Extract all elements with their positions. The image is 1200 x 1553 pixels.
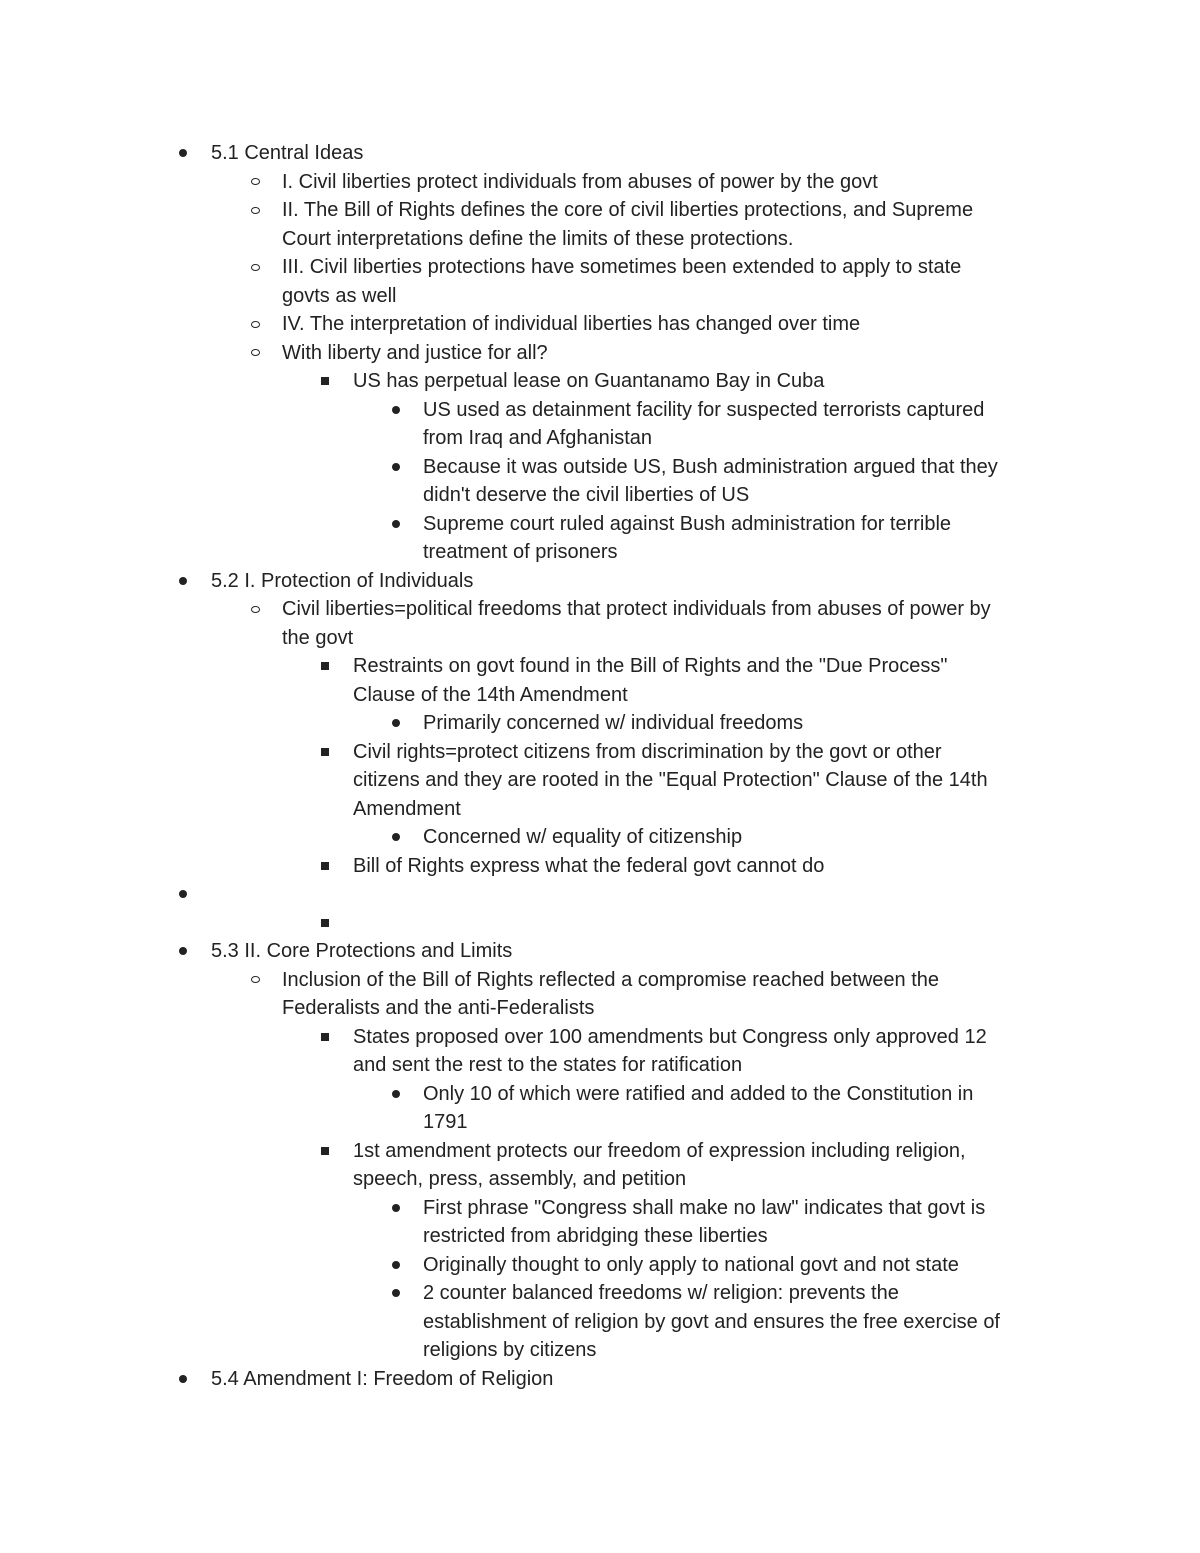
- outline-text: 5.4 Amendment I: Freedom of Religion: [211, 1367, 554, 1390]
- disc-bullet-icon: [176, 880, 190, 909]
- outline-text: III. Civil liberties protections have sometimes been extended to apply to state: [282, 256, 962, 278]
- outline-line: [0, 1194, 1200, 1223]
- square-bullet-icon: [318, 652, 332, 681]
- outline-text: Federalists and the anti-Federalists: [282, 997, 595, 1019]
- outline-line: [0, 196, 1200, 225]
- outline-text: 1791: [423, 1111, 468, 1133]
- outline-line: [0, 1365, 1200, 1394]
- outline-line: [0, 937, 1200, 966]
- outline-text: didn't deserve the civil liberties of US: [423, 484, 750, 506]
- outline-text: States proposed over 100 amendments but Congress only approved 12: [353, 1025, 987, 1048]
- outline-line: [0, 453, 1200, 482]
- outline-text: First phrase "Congress shall make no law" indicates that govt is: [423, 1196, 986, 1219]
- outline-text: With liberty and justice for all?: [282, 341, 548, 364]
- outline-line: [0, 994, 1200, 1023]
- outline-text: II. The Bill of Rights defines the core of civil liberties protections, and Supreme: [282, 199, 974, 221]
- outline-text: Originally thought to only apply to national govt and not state: [423, 1253, 959, 1276]
- outline-text: Concerned w/ equality of citizenship: [423, 826, 743, 848]
- outline-line: [0, 909, 1200, 938]
- outline-line: [0, 310, 1200, 339]
- outline-text: Primarily concerned w/ individual freedoms: [423, 712, 804, 734]
- disc-bullet-icon: [389, 1194, 403, 1223]
- disc-bullet-icon: [389, 1279, 403, 1308]
- outline-text: treatment of prisoners: [423, 541, 618, 563]
- outline-text: Only 10 of which were ratified and added to the Constitution in: [423, 1082, 974, 1105]
- disc-bullet-icon: [389, 453, 403, 482]
- outline-text: Amendment: [353, 797, 461, 820]
- outline-text: from Iraq and Afghanistan: [423, 427, 653, 449]
- outline-text: IV. The interpretation of individual liberties has changed over time: [282, 313, 861, 335]
- outline-line: [0, 424, 1200, 453]
- outline-text: Clause of the 14th Amendment: [353, 683, 628, 706]
- square-bullet-icon: [318, 852, 332, 881]
- outline-text: 5.3 II. Core Protections and Limits: [211, 940, 513, 962]
- outline-line: [0, 624, 1200, 653]
- outline-text: US has perpetual lease on Guantanamo Bay in Cuba: [353, 370, 825, 392]
- outline-text: 5.2 I. Protection of Individuals: [211, 569, 474, 592]
- outline-line: [0, 253, 1200, 282]
- outline-line: [0, 1051, 1200, 1080]
- outline-line: [0, 852, 1200, 881]
- square-bullet-icon: [318, 738, 332, 767]
- outline-line: [0, 795, 1200, 824]
- disc-bullet-icon: [389, 1251, 403, 1280]
- disc-bullet-icon: [389, 823, 403, 852]
- circle-bullet-icon: [248, 168, 262, 197]
- circle-bullet-icon: [248, 196, 262, 225]
- outline-line: [0, 139, 1200, 168]
- circle-bullet-icon: [248, 339, 262, 368]
- outline-line: [0, 510, 1200, 539]
- outline-text: Court interpretations define the limits of these protections.: [282, 227, 794, 250]
- outline-text: speech, press, assembly, and petition: [353, 1168, 687, 1190]
- outline-line: [0, 567, 1200, 596]
- outline-text: 2 counter balanced freedoms w/ religion: prevents the: [423, 1282, 899, 1304]
- outline-line: [0, 225, 1200, 254]
- outline-document: [0, 139, 1200, 1393]
- outline-text: Bill of Rights express what the federal govt cannot do: [353, 854, 825, 877]
- square-bullet-icon: [318, 1023, 332, 1052]
- outline-text: US used as detainment facility for suspected terrorists captured: [423, 398, 985, 421]
- outline-text: Inclusion of the Bill of Rights reflected a compromise reached between the: [282, 968, 940, 991]
- outline-text: Restraints on govt found in the Bill of Rights and the "Due Process": [353, 655, 948, 677]
- disc-bullet-icon: [389, 1080, 403, 1109]
- outline-text: citizens and they are rooted in the "Equal Protection" Clause of the 14th: [353, 769, 988, 791]
- disc-bullet-icon: [176, 139, 190, 168]
- disc-bullet-icon: [176, 1365, 190, 1394]
- disc-bullet-icon: [389, 510, 403, 539]
- circle-bullet-icon: [248, 966, 262, 995]
- outline-line: [0, 1336, 1200, 1365]
- outline-line: [0, 823, 1200, 852]
- outline-line: [0, 1279, 1200, 1308]
- disc-bullet-icon: [389, 709, 403, 738]
- outline-line: [0, 966, 1200, 995]
- outline-line: [0, 1165, 1200, 1194]
- outline-line: [0, 681, 1200, 710]
- outline-line: [0, 880, 1200, 909]
- outline-line: [0, 1023, 1200, 1052]
- outline-line: [0, 538, 1200, 567]
- outline-line: [0, 481, 1200, 510]
- outline-line: [0, 709, 1200, 738]
- square-bullet-icon: [318, 367, 332, 396]
- outline-text: I. Civil liberties protect individuals from abuses of power by the govt: [282, 170, 878, 193]
- outline-text: govts as well: [282, 284, 397, 307]
- square-bullet-icon: [318, 1137, 332, 1166]
- disc-bullet-icon: [389, 396, 403, 425]
- outline-line: [0, 1137, 1200, 1166]
- outline-line: [0, 652, 1200, 681]
- outline-text: and sent the rest to the states for ratification: [353, 1054, 743, 1076]
- outline-line: [0, 1308, 1200, 1337]
- outline-line: [0, 1222, 1200, 1251]
- outline-line: [0, 595, 1200, 624]
- outline-line: [0, 1080, 1200, 1109]
- outline-text: Because it was outside US, Bush administration argued that they: [423, 455, 998, 478]
- outline-line: [0, 766, 1200, 795]
- outline-line: [0, 168, 1200, 197]
- outline-text: restricted from abridging these liberties: [423, 1225, 768, 1247]
- outline-text: 5.1 Central Ideas: [211, 142, 364, 164]
- square-bullet-icon: [318, 909, 332, 938]
- outline-text: the govt: [282, 626, 354, 649]
- disc-bullet-icon: [176, 937, 190, 966]
- outline-line: [0, 1108, 1200, 1137]
- circle-bullet-icon: [248, 253, 262, 282]
- outline-line: [0, 396, 1200, 425]
- disc-bullet-icon: [176, 567, 190, 596]
- outline-line: [0, 282, 1200, 311]
- circle-bullet-icon: [248, 310, 262, 339]
- outline-line: [0, 738, 1200, 767]
- outline-line: [0, 339, 1200, 368]
- circle-bullet-icon: [248, 595, 262, 624]
- outline-text: Civil liberties=political freedoms that protect individuals from abuses of power by: [282, 598, 991, 620]
- outline-text: 1st amendment protects our freedom of expression including religion,: [353, 1139, 966, 1162]
- outline-line: [0, 367, 1200, 396]
- outline-line: [0, 1251, 1200, 1280]
- outline-text: establishment of religion by govt and ensures the free exercise of: [423, 1310, 1000, 1333]
- outline-text: Civil rights=protect citizens from discrimination by the govt or other: [353, 740, 942, 763]
- outline-text: religions by citizens: [423, 1339, 597, 1361]
- outline-text: Supreme court ruled against Bush administration for terrible: [423, 512, 952, 535]
